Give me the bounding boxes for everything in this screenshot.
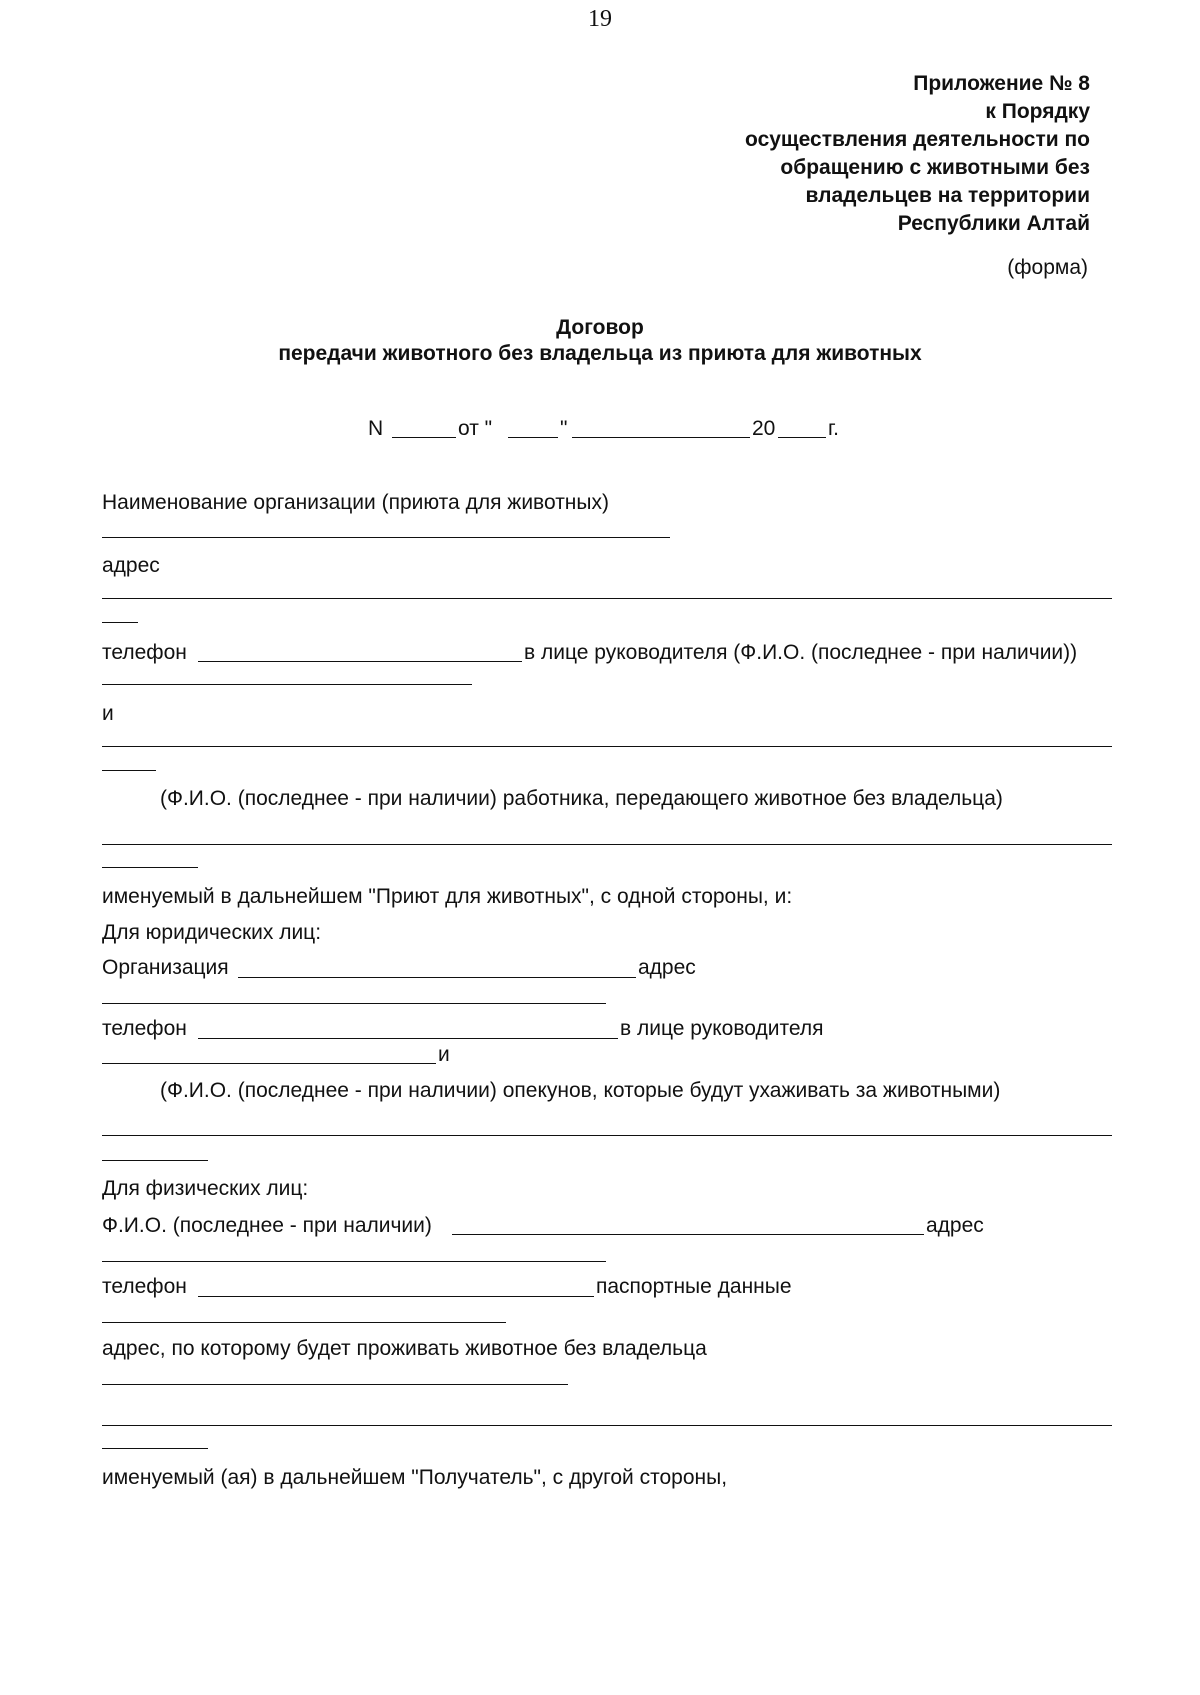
- worker-field-line-cont[interactable]: [102, 867, 198, 868]
- and-label: и: [102, 702, 114, 725]
- head-label: в лице руководителя (Ф.И.О. (последнее - при наличии)): [524, 641, 1078, 664]
- number-label: N: [368, 417, 384, 440]
- individual-passport-label: паспортные данные: [596, 1275, 792, 1298]
- residence-field-line-2[interactable]: [102, 1425, 1112, 1426]
- guardians-field-line-cont[interactable]: [102, 1160, 208, 1161]
- appendix-line: обращению с животными без: [780, 156, 1090, 179]
- address-label: адрес: [102, 554, 160, 577]
- and-field-line[interactable]: [102, 746, 1112, 747]
- day-field-line[interactable]: [508, 437, 558, 438]
- address-field-line-cont[interactable]: [102, 622, 138, 623]
- residence-label: адрес, по которому будет проживать животное без владельца: [102, 1337, 707, 1360]
- year-field-line[interactable]: [778, 437, 826, 438]
- document-title: Договор: [556, 316, 644, 339]
- month-field-line[interactable]: [572, 437, 750, 438]
- legal-address-label: адрес: [638, 956, 696, 979]
- legal-phone-label: телефон: [102, 1017, 187, 1040]
- individual-phone-label: телефон: [102, 1275, 187, 1298]
- legal-entity-header: Для юридических лиц:: [102, 921, 322, 944]
- individual-address-field-line[interactable]: [102, 1261, 606, 1262]
- phone-field-line[interactable]: [198, 661, 522, 662]
- individual-phone-field-line[interactable]: [198, 1296, 594, 1297]
- year-suffix: г.: [828, 417, 839, 440]
- org-name-label: Наименование организации (приюта для животных): [102, 491, 609, 514]
- residence-field-line[interactable]: [102, 1384, 568, 1385]
- and-field-line-cont[interactable]: [102, 770, 156, 771]
- residence-field-line-cont[interactable]: [102, 1448, 208, 1449]
- individual-fio-field-line[interactable]: [452, 1234, 924, 1235]
- worker-label: (Ф.И.О. (последнее - при наличии) работника, передающего животное без владельца): [160, 787, 1003, 810]
- date-from-label: от ": [458, 417, 493, 440]
- legal-head-field-line[interactable]: [102, 1063, 436, 1064]
- individual-header: Для физических лиц:: [102, 1177, 309, 1200]
- individual-fio-label: Ф.И.О. (последнее - при наличии): [102, 1214, 432, 1237]
- org-name-field-line[interactable]: [102, 537, 670, 538]
- head-field-line[interactable]: [102, 684, 472, 685]
- appendix-line: Республики Алтай: [897, 212, 1090, 235]
- appendix-line: владельцев на территории: [805, 184, 1090, 207]
- worker-field-line[interactable]: [102, 844, 1112, 845]
- legal-phone-field-line[interactable]: [198, 1038, 618, 1039]
- phone-label: телефон: [102, 641, 187, 664]
- individual-passport-field-line[interactable]: [102, 1322, 506, 1323]
- recipient-named-as: именуемый (ая) в дальнейшем "Получатель", с другой стороны,: [102, 1466, 728, 1489]
- appendix-block: [745, 70, 1090, 238]
- legal-org-field-line[interactable]: [238, 977, 636, 978]
- appendix-line: Приложение № 8: [913, 72, 1090, 95]
- address-field-line[interactable]: [102, 598, 1112, 599]
- guardians-label: (Ф.И.О. (последнее - при наличии) опекунов, которые будут ухаживать за животными): [160, 1079, 1001, 1102]
- year-prefix: 20: [752, 417, 776, 440]
- appendix-line: осуществления деятельности по: [745, 128, 1090, 151]
- individual-address-label: адрес: [926, 1214, 984, 1237]
- appendix-line: к Порядку: [985, 100, 1090, 123]
- legal-head-label: в лице руководителя: [620, 1017, 824, 1040]
- document-subtitle: передачи животного без владельца из приюта для животных: [278, 342, 922, 365]
- legal-and-label: и: [438, 1043, 450, 1066]
- shelter-named-as: именуемый в дальнейшем "Приют для животных", с одной стороны, и:: [102, 885, 793, 908]
- legal-address-field-line[interactable]: [102, 1003, 606, 1004]
- page-number: 19: [588, 6, 612, 32]
- guardians-field-line[interactable]: [102, 1135, 1112, 1136]
- number-field-line[interactable]: [392, 437, 456, 438]
- form-mark: (форма): [1007, 256, 1088, 279]
- date-quote: ": [560, 417, 568, 440]
- legal-org-label: Организация: [102, 956, 229, 979]
